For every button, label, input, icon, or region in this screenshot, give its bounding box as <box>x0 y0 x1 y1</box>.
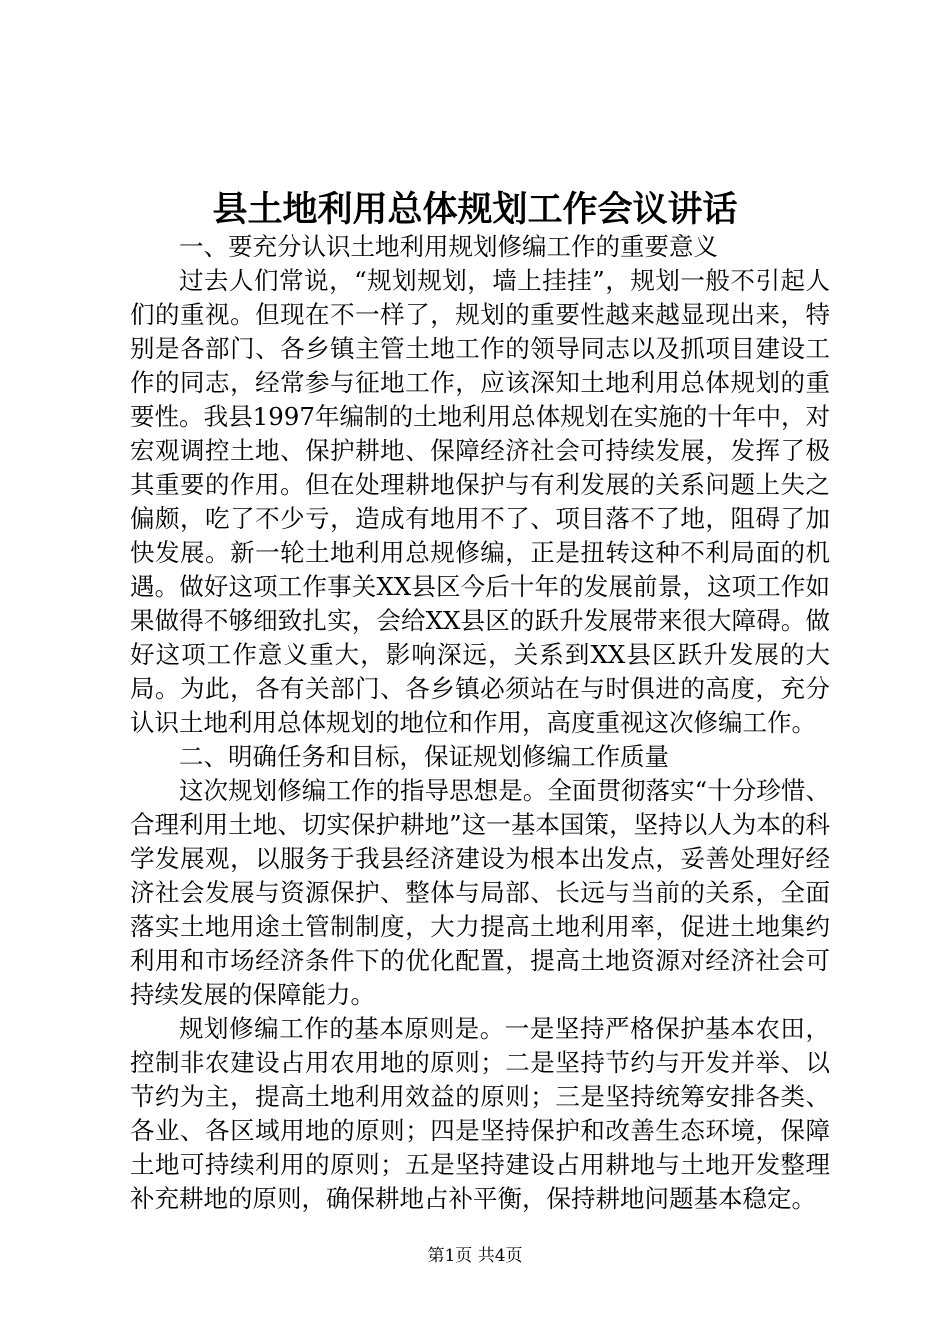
paragraph-2: 这次规划修编工作的指导思想是。全面贯彻落实“十分珍惜、合理利用土地、切实保护耕地”这一基本国策，坚持以人为本的科学发展观，以服务于我县经济建设为根本出发点，妥善处理好经济社会发展与资源保护、整体与局部、长远与当前的关系，全面落实土地用途土管制制度，大力提高土地利用率，促进土地集约利用和市场经济条件下的优化配置，提高土地资源对经济社会可持续发展的保障能力。 <box>130 776 830 1009</box>
section-heading-2: 二、明确任务和目标，保证规划修编工作质量 <box>179 742 669 771</box>
paragraph-1: 过去人们常说，“规划规划，墙上挂挂”，规划一般不引起人们的重视。但现在不一样了，规划的重要性越来越显现出来，特别是各部门、各乡镇主管土地工作的领导同志以及抓项目建设工作的同志，经常参与征地工作，应该深知土地利用总体规划的重要性。我县1997年编制的土地利用总体规划在实施的十年中，对宏观调控土地、保护耕地、保障经济社会可持续发展，发挥了极其重要的作用。但在处理耕地保护与有利发展的关系问题上失之偏颇，吃了不少亏，造成有地用不了、项目落不了地，阻碍了加快发展。新一轮土地利用总规修编，正是扭转这种不利局面的机遇。做好这项工作事关XX县区今后十年的发展前景，这项工作如果做得不够细致扎实，会给XX县区的跃升发展带来很大障碍。做好这项工作意义重大，影响深远，关系到XX县区跃升发展的大局。为此，各有关部门、各乡镇必须站在与时俱进的高度，充分认识土地利用总体规划的地位和作用，高度重视这次修编工作。 <box>130 266 830 737</box>
section-heading-1: 一、要充分认识土地利用规划修编工作的重要意义 <box>179 232 718 261</box>
document-body <box>130 230 830 1216</box>
page-footer: 第1页 共4页 <box>427 1246 523 1266</box>
document-title: 县土地利用总体规划工作会议讲话 <box>212 189 738 230</box>
paragraph-3: 规划修编工作的基本原则是。一是坚持严格保护基本农田，控制非农建设占用农用地的原则；二是坚持节约与开发并举、以节约为主，提高土地利用效益的原则；三是坚持统筹安排各类、各业、各区域用地的原则；四是坚持保护和改善生态环境，保障土地可持续利用的原则；五是坚持建设占用耕地与土地开发整理补充耕地的原则，确保耕地占补平衡，保持耕地问题基本稳定。 <box>130 1014 830 1213</box>
